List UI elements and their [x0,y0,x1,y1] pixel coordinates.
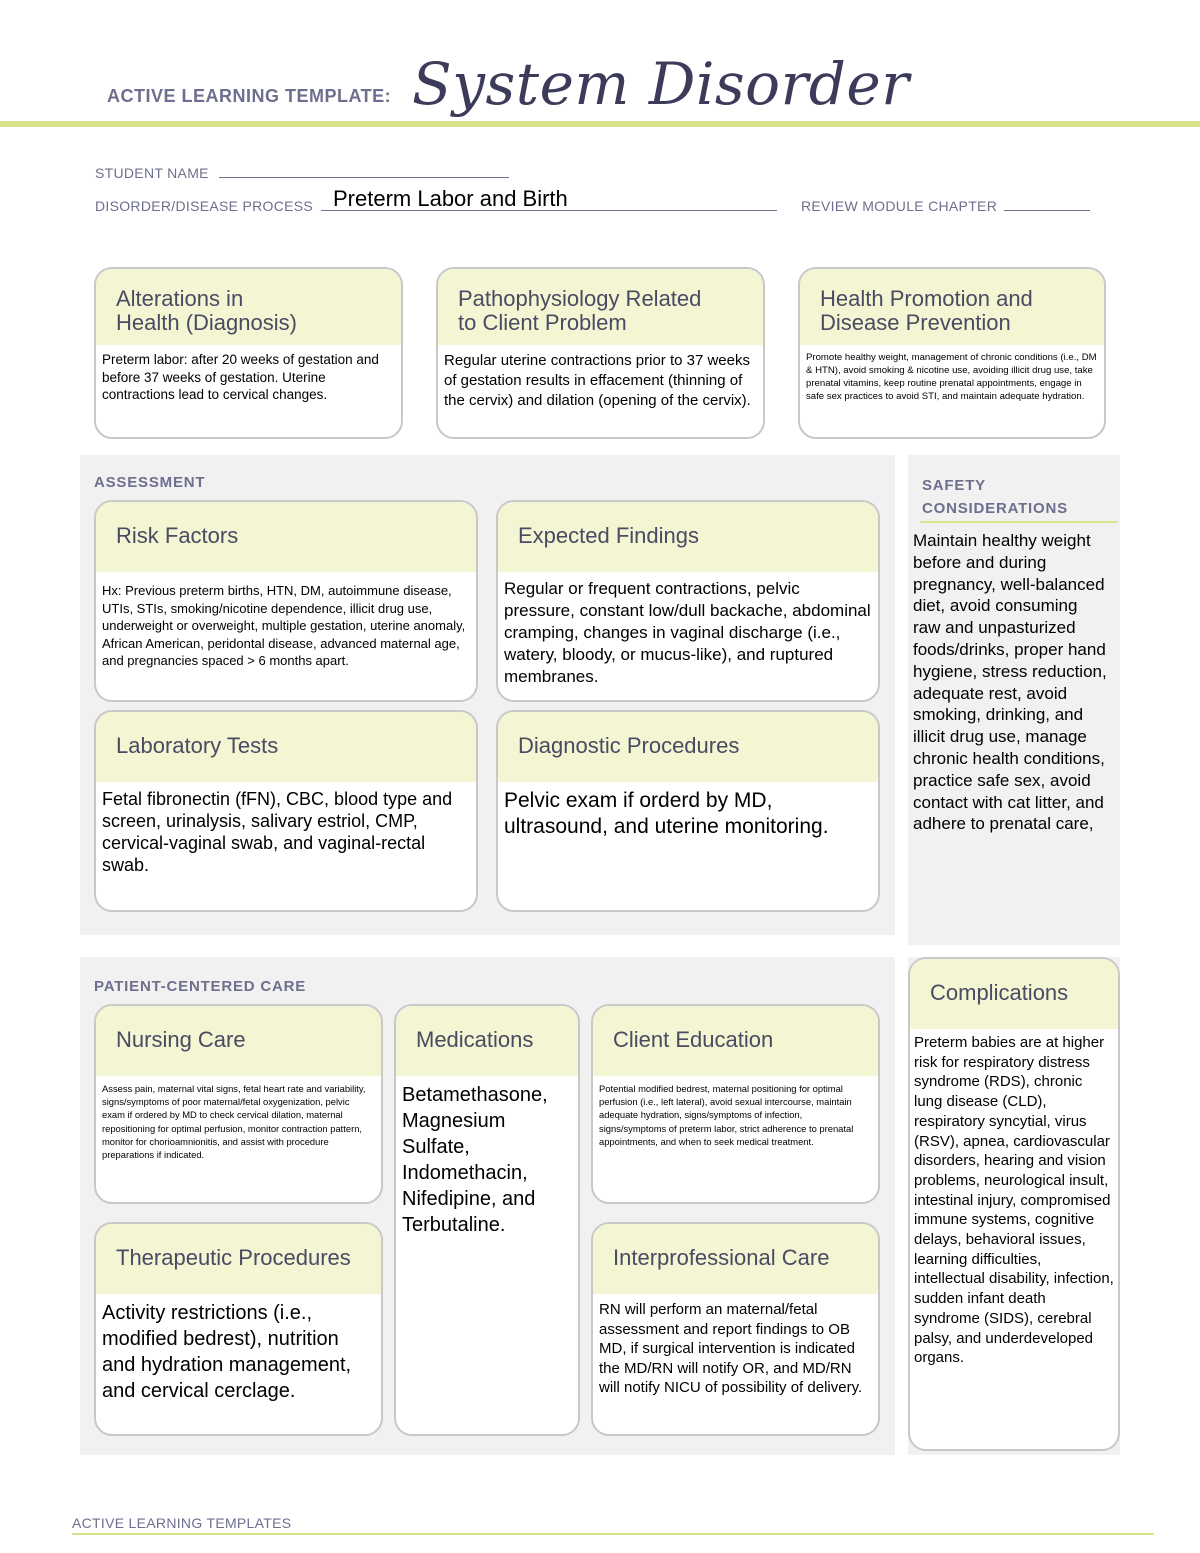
therapeutic-procedures-box [94,1222,383,1436]
disorder-value[interactable]: Preterm Labor and Birth [333,186,568,211]
health-promotion-title-line2: Disease Prevention [820,310,1011,335]
pathophysiology-header [438,269,763,345]
risk-factors-box [94,500,478,702]
interprofessional-care-text[interactable]: RN will perform an maternal/fetal assessment and report findings to OB MD, if surgical intervention is indicated the MD/RN will notify OR, and MD/RN will notify NICU of possibility of delivery. [599,1301,863,1397]
safety-title [922,474,1068,520]
medications-text[interactable]: Betamethasone, Magnesium Sulfate, Indomethacin, Nifedipine, and Terbutaline. [402,1084,548,1236]
pathophysiology-text[interactable]: Regular uterine contractions prior to 37 weeks of gestation results in effacement (thinning of the cervix) and dilation (opening of the cervix). [444,352,751,409]
safety-underline [920,521,1118,523]
review-module-field[interactable] [1004,210,1090,211]
pathophysiology-box [436,267,765,439]
disorder-label: DISORDER/DISEASE PROCESS [95,198,314,214]
diagnostic-procedures-header: Diagnostic Procedures [498,712,878,782]
review-module-label: REVIEW MODULE CHAPTER [801,198,998,214]
expected-findings-box [496,500,880,702]
diagnostic-procedures-text[interactable]: Pelvic exam if orderd by MD, ultrasound, and uterine monitoring. [504,789,829,838]
safety-title-line1: SAFETY [922,477,986,494]
pathophysiology-title-line2: to Client Problem [458,310,627,335]
assessment-title: ASSESSMENT [94,474,206,491]
complications-text[interactable]: Preterm babies are at higher risk for respiratory distress syndrome (RDS), chronic lung disease (CLD), respiratory syncytial, virus (RSV), apnea, cardiovascular disorders, hearing and vision problems, neurological insult, intestinal injury, compromised immune systems, cognitive delays, behavioral issues, learning difficulties, intellectual disability, infection, sudden infant death syndrome (SIDS), cerebral palsy, and underdeveloped organs. [914,1034,1114,1367]
health-promotion-box [798,267,1106,439]
complications-box [908,957,1120,1451]
medications-header: Medications [396,1006,578,1076]
header-divider [0,121,1200,127]
client-education-header: Client Education [593,1006,878,1076]
nursing-care-box [94,1004,383,1204]
student-name-label: STUDENT NAME [95,165,209,181]
template-label: ACTIVE LEARNING TEMPLATE: [107,86,392,106]
footer-label: ACTIVE LEARNING TEMPLATES [72,1515,292,1531]
therapeutic-procedures-text[interactable]: Activity restrictions (i.e., modified bedrest), nutrition and hydration management, and cervical cerclage. [102,1302,352,1402]
interprofessional-care-box [591,1222,880,1436]
health-promotion-text[interactable]: Promote healthy weight, management of chronic conditions (i.e., DM & HTN), avoid smoking & nicotine use, avoiding illicit drug use, take prenatal vitamins, keep routine prenatal appointments, engage in safe sex practices to avoid STI, and maintain adequate hydration. [806,352,1097,402]
safety-text[interactable]: Maintain healthy weight before and during pregnancy, well-balanced diet, avoid consuming raw and unpasturized foods/drinks, proper hand hygiene, stress reduction, adequate rest, avoid smoking, drinking, and illicit drug use, manage chronic health conditions, practice safe sex, avoid contact with cat litter, and adhere to prenatal care, [913,531,1107,834]
laboratory-tests-text[interactable]: Fetal fibronectin (fFN), CBC, blood type and screen, urinalysis, salivary estriol, CMP, cervical-vaginal swab, and vaginal-rectal swab. [102,789,453,875]
page-title: System Disorder [412,50,910,118]
nursing-care-header: Nursing Care [96,1006,381,1076]
student-name-row [95,165,509,183]
client-education-box [591,1004,880,1204]
risk-factors-text[interactable]: Hx: Previous preterm births, HTN, DM, autoimmune disease, UTIs, STIs, smoking/nicotine dependence, illicit drug use, underweight or overweight, multiple gestation, uterine anomaly, African American, peridontal disease, advanced maternal age, and pregnancies spaced > 6 months apart. [102,583,466,669]
pathophysiology-title-line1: Pathophysiology Related [458,286,702,311]
alterations-title-line2: Health (Diagnosis) [116,310,297,335]
risk-factors-header: Risk Factors [96,502,476,572]
expected-findings-header: Expected Findings [498,502,878,572]
alterations-box [94,267,403,439]
health-promotion-header [800,269,1104,345]
footer-divider [72,1533,1154,1535]
review-module-row [801,198,1090,216]
nursing-care-text[interactable]: Assess pain, maternal vital signs, fetal heart rate and variability, signs/symptoms of poor maternal/fetal oxygenization, pelvic exam if ordered by MD to check cervical dilation, maternal repositioning for optimal perfusion, monitor contraction pattern, monitor for chorioamnionitis, and assist with procedure preparations if indicated. [102,1083,366,1161]
alterations-title-line1: Alterations in [116,286,244,311]
complications-header: Complications [910,959,1118,1029]
therapeutic-procedures-header: Therapeutic Procedures [96,1224,381,1294]
safety-title-line2: CONSIDERATIONS [922,500,1068,517]
health-promotion-title-line1: Health Promotion and [820,286,1033,311]
patient-care-title: PATIENT-CENTERED CARE [94,978,307,995]
client-education-text[interactable]: Potential modified bedrest, maternal positioning for optimal perfusion (i.e., left lateral), avoid sexual intercourse, maintain adequate hydration, signs/symptoms of infection, signs/symptoms of preterm labor, strict adherence to prenatal appointments, and when to seek medical treatment. [599,1083,854,1147]
laboratory-tests-header: Laboratory Tests [96,712,476,782]
medications-box [394,1004,580,1436]
diagnostic-procedures-box [496,710,880,912]
alterations-text[interactable]: Preterm labor: after 20 weeks of gestation and before 37 weeks of gestation. Uterine contractions lead to cervical changes. [102,352,379,402]
student-name-field[interactable] [219,177,509,178]
alterations-header [96,269,401,345]
expected-findings-text[interactable]: Regular or frequent contractions, pelvic pressure, constant low/dull backache, abdominal cramping, changes in vaginal discharge (i.e., watery, bloody, or mucus-like), and ruptured membranes. [504,579,871,686]
interprofessional-care-header: Interprofessional Care [593,1224,878,1294]
laboratory-tests-box [94,710,478,912]
